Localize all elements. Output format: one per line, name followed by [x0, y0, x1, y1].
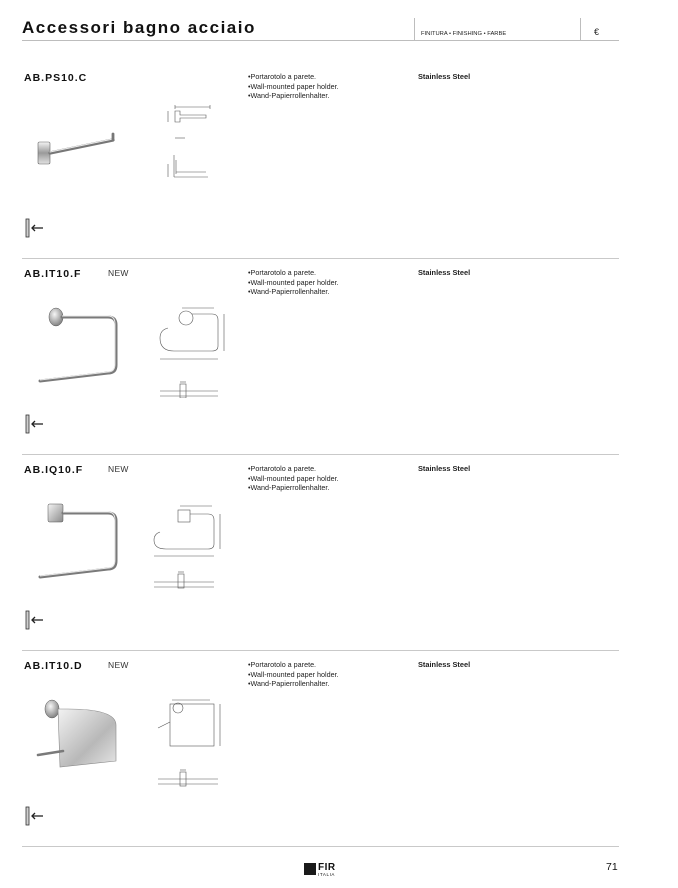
wall-mount-icon — [24, 216, 48, 240]
product-code: AB.IT10.F — [24, 268, 82, 280]
product-finish: Stainless Steel — [418, 268, 471, 277]
wall-mount-icon — [24, 608, 48, 632]
description-en: • Wall-mounted paper holder. — [248, 670, 339, 680]
description-it: • Portarotolo a parete. — [248, 660, 339, 670]
header-rule — [22, 40, 619, 41]
price-column-header: € — [594, 27, 600, 37]
product-photo — [28, 499, 128, 584]
description-en: • Wall-mounted paper holder. — [248, 278, 339, 288]
new-badge: NEW — [108, 464, 129, 474]
description-it: • Portarotolo a parete. — [248, 464, 339, 474]
fir-italia-logo — [304, 862, 344, 880]
product-finish: Stainless Steel — [418, 72, 471, 81]
product-code: AB.IQ10.F — [24, 464, 84, 476]
product-code: AB.PS10.C — [24, 72, 88, 84]
section-rule — [22, 650, 619, 651]
description-de: • Wand-Papierrollenhalter. — [248, 679, 339, 689]
finish-column-header: FINITURA • FINISHING • FARBE — [421, 31, 507, 37]
product-finish: Stainless Steel — [418, 464, 471, 473]
page-header — [0, 0, 678, 42]
logo-mark-icon — [304, 863, 316, 875]
product-description — [248, 660, 339, 689]
product-code: AB.IT10.D — [24, 660, 83, 672]
footer-rule — [22, 846, 619, 847]
product-entry — [0, 454, 678, 650]
product-description — [248, 72, 339, 101]
product-entry — [0, 650, 678, 846]
technical-drawing — [146, 82, 232, 202]
page-number: 71 — [606, 861, 618, 873]
wall-mount-icon — [24, 804, 48, 828]
header-divider — [580, 18, 581, 40]
product-photo — [28, 303, 128, 388]
product-photo — [28, 107, 128, 192]
section-rule — [22, 258, 619, 259]
product-description — [248, 464, 339, 493]
product-entry — [0, 62, 678, 258]
technical-drawing — [146, 278, 232, 398]
product-finish: Stainless Steel — [418, 660, 471, 669]
new-badge: NEW — [108, 268, 129, 278]
product-photo — [28, 695, 128, 780]
product-description — [248, 268, 339, 297]
wall-mount-icon — [24, 412, 48, 436]
technical-drawing — [146, 670, 232, 790]
description-en: • Wall-mounted paper holder. — [248, 82, 339, 92]
description-de: • Wand-Papierrollenhalter. — [248, 91, 339, 101]
header-divider — [414, 18, 415, 40]
description-de: • Wand-Papierrollenhalter. — [248, 287, 339, 297]
logo-subtext: ITALIA — [318, 872, 336, 877]
section-rule — [22, 454, 619, 455]
product-entry — [0, 258, 678, 454]
description-de: • Wand-Papierrollenhalter. — [248, 483, 339, 493]
description-it: • Portarotolo a parete. — [248, 268, 339, 278]
page-title: Accessori bagno acciaio — [22, 18, 256, 37]
technical-drawing — [146, 474, 232, 594]
description-en: • Wall-mounted paper holder. — [248, 474, 339, 484]
new-badge: NEW — [108, 660, 129, 670]
logo-text: FIR — [318, 862, 336, 873]
description-it: • Portarotolo a parete. — [248, 72, 339, 82]
